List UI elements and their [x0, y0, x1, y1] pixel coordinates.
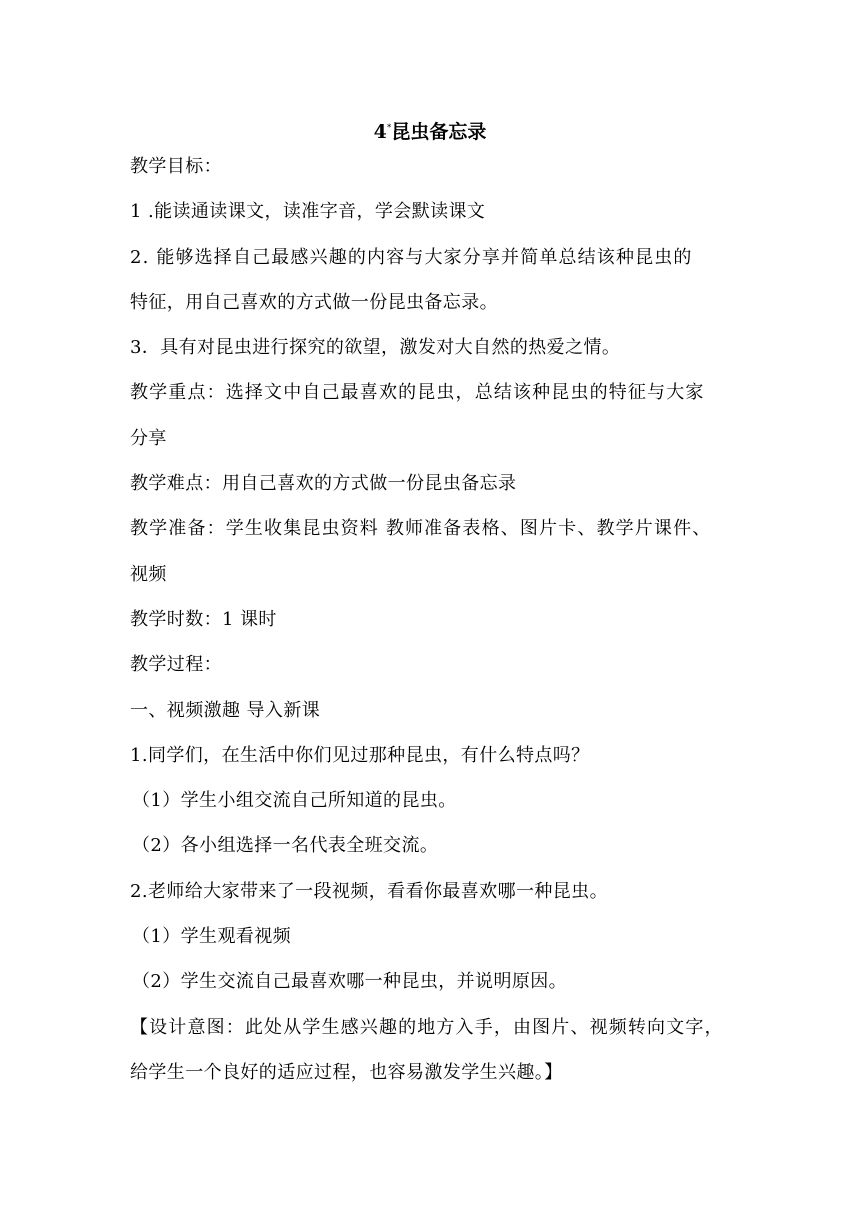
objective-1: 1 .能读通读课文，读准字音，学会默读课文 — [130, 201, 486, 223]
step-1-sub-4: （2）学生交流自己最喜欢哪一种昆虫，并说明原因。 — [132, 971, 568, 993]
page-title — [0, 116, 860, 144]
step-1-item-2: 2.老师给大家带来了一段视频，看看你最喜欢哪一种昆虫。 — [130, 880, 608, 902]
class-hours: 教学时数：1 课时 — [130, 608, 277, 630]
section-heading-objectives: 教学目标： — [130, 156, 222, 177]
title-text: 昆虫备忘录 — [391, 121, 487, 143]
title-number: 4 — [373, 121, 387, 143]
preparation-line-1: 教学准备：学生收集昆虫资料 教师准备表格、图片卡、教学片课件、 — [130, 518, 712, 540]
key-point-line-1: 教学重点：选择文中自己最喜欢的昆虫，总结该种昆虫的特征与大家 — [130, 382, 705, 404]
objective-2-line-2: 特征，用自己喜欢的方式做一份昆虫备忘录。 — [130, 291, 498, 313]
title-marker: * — [386, 123, 392, 133]
design-intent-line-1: 【设计意图：此处从学生感兴趣的地方入手，由图片、视频转向文字， — [130, 1016, 724, 1038]
step-1-sub-2: （2）各小组选择一名代表全班交流。 — [132, 835, 439, 857]
step-1-sub-3: （1）学生观看视频 — [132, 926, 292, 948]
difficulty: 教学难点：用自己喜欢的方式做一份昆虫备忘录 — [130, 473, 517, 495]
objective-3: 3．具有对昆虫进行探究的欲望，激发对大自然的热爱之情。 — [130, 337, 621, 359]
preparation-line-2: 视频 — [130, 563, 167, 585]
step-1-item-1: 1.同学们，在生活中你们见过那种昆虫，有什么特点吗？ — [130, 744, 590, 766]
section-heading-process: 教学过程： — [130, 654, 222, 676]
document-body — [130, 156, 735, 1107]
objective-2-line-1: 2. 能够选择自己最感兴趣的内容与大家分享并简单总结该种昆虫的 — [130, 246, 693, 268]
step-1-heading: 一、视频激趣 导入新课 — [130, 699, 321, 721]
key-point-line-2: 分享 — [130, 427, 167, 449]
design-intent-line-2: 给学生一个良好的适应过程，也容易激发学生兴趣。】 — [130, 1061, 563, 1083]
step-1-sub-1: （1）学生小组交流自己所知道的昆虫。 — [132, 790, 457, 812]
